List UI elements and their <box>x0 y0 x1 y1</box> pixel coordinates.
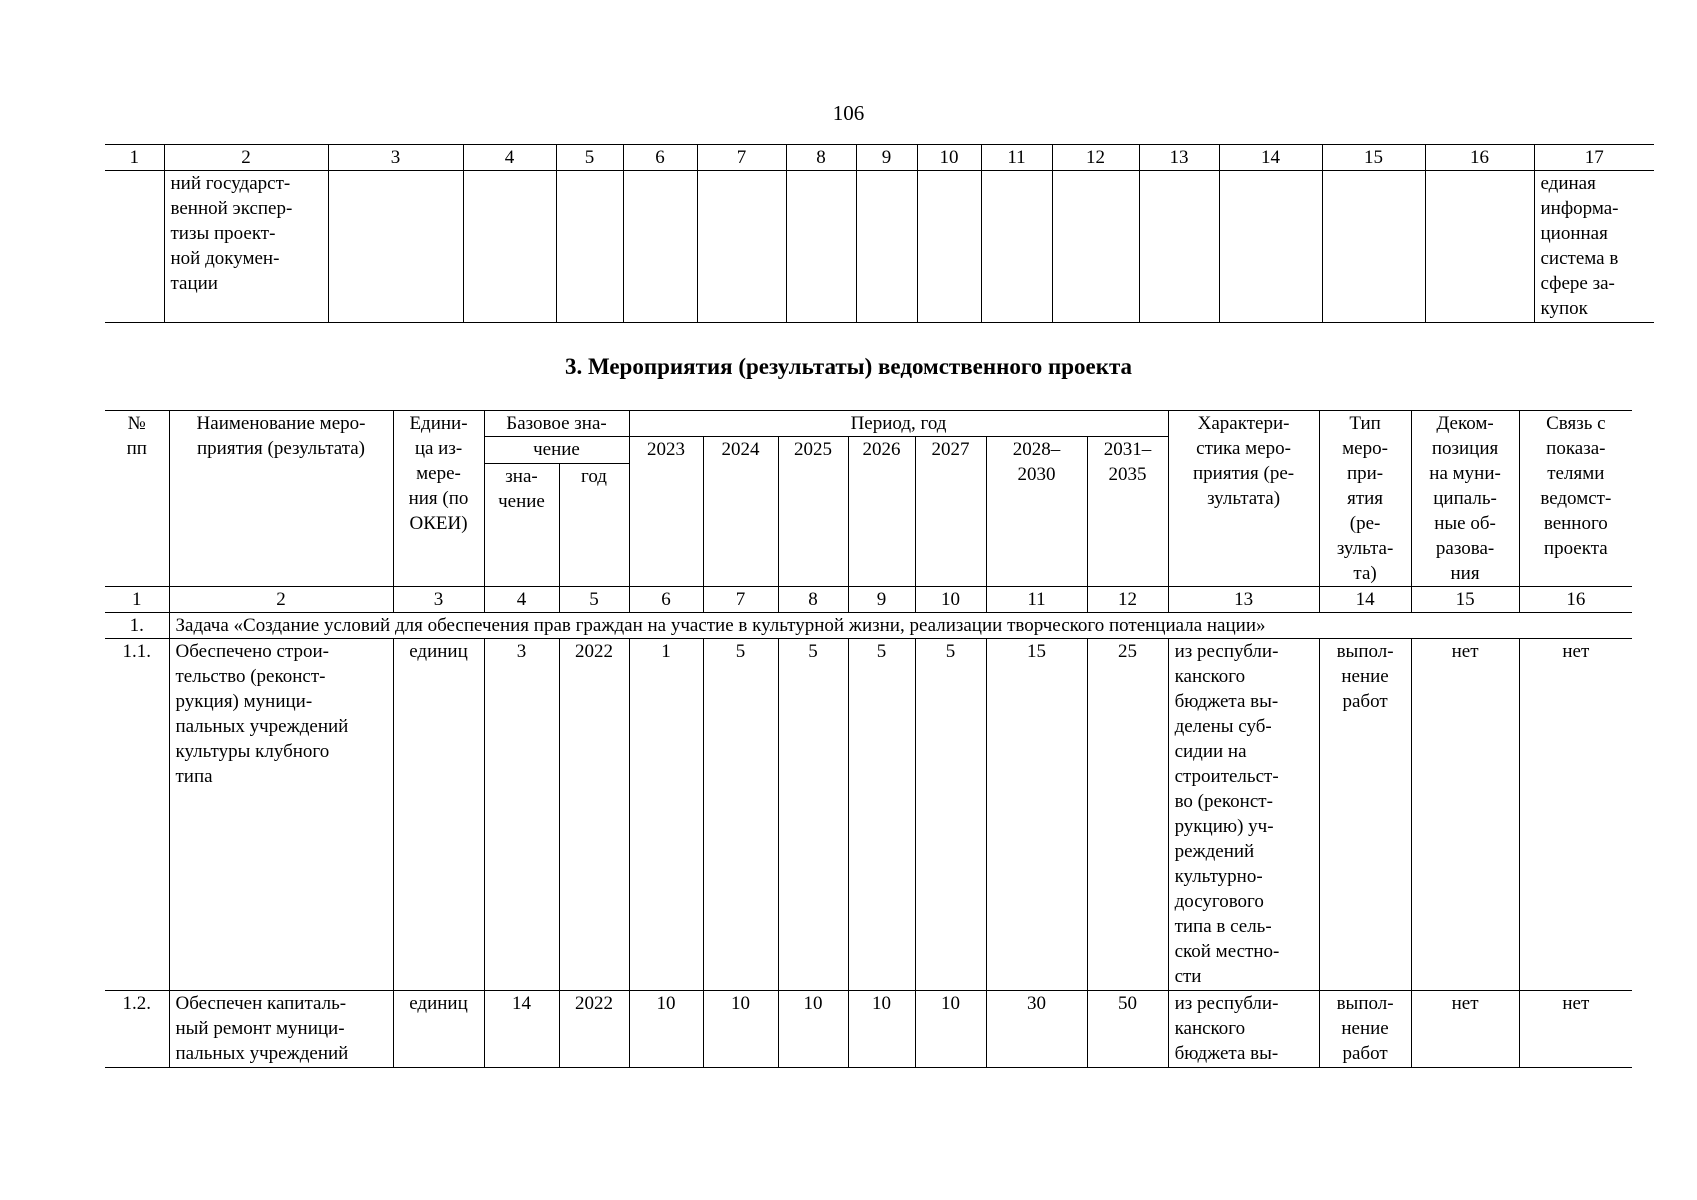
header-row <box>105 411 1632 437</box>
header-base: Базовое зна- <box>484 411 629 437</box>
row-decomposition: нет <box>1411 639 1519 991</box>
header-year-2027: 2027 <box>915 437 986 587</box>
col-number: 12 <box>1052 145 1139 171</box>
continued-table <box>105 144 1654 323</box>
row-2025: 5 <box>778 639 848 991</box>
row-base-value: 14 <box>484 991 559 1068</box>
row-name: Обеспечено строи- тельство (реконст- рукция) муници- пальных учреждений культуры клубного типа <box>169 639 393 991</box>
header-link: Связь с показа- телями ведомст- венного проекта <box>1519 411 1632 587</box>
col-number: 9 <box>848 587 915 613</box>
col-number: 1 <box>105 145 164 171</box>
row-link: нет <box>1519 991 1632 1068</box>
col-number: 11 <box>986 587 1087 613</box>
row-link: нет <box>1519 639 1632 991</box>
col-number: 5 <box>556 145 623 171</box>
row-2026: 5 <box>848 639 915 991</box>
col-number: 8 <box>778 587 848 613</box>
row-2023: 10 <box>629 991 703 1068</box>
row-2025: 10 <box>778 991 848 1068</box>
row-2028-2030: 15 <box>986 639 1087 991</box>
col-number: 14 <box>1219 145 1322 171</box>
header-decomposition: Деком- позиция на муни- ципаль- ные об- разова- ния <box>1411 411 1519 587</box>
header-unit: Едини- ца из- мере- ния (по ОКЕИ) <box>393 411 484 587</box>
row-unit: единиц <box>393 639 484 991</box>
row-2023: 1 <box>629 639 703 991</box>
table-row <box>105 639 1632 991</box>
col-number: 12 <box>1087 587 1168 613</box>
header-year-2031-2035: 2031– 2035 <box>1087 437 1168 587</box>
header-name: Наименование меро- приятия (результата) <box>169 411 393 587</box>
row-2031-2035: 50 <box>1087 991 1168 1068</box>
col-number: 7 <box>703 587 778 613</box>
row-base-year: 2022 <box>559 991 629 1068</box>
activities-table <box>105 410 1632 1068</box>
row-description: ний государст- венной экспер- тизы проект- ной докумен- тации <box>164 171 328 323</box>
col-number: 5 <box>559 587 629 613</box>
header-base-cont: чение <box>484 437 629 464</box>
header-base-year: год <box>559 464 629 587</box>
row-characteristic: из республи- канского бюджета вы- делены суб- сидии на строительст- во (реконст- рукцию) уч- реждений культурно- досугового типа в сель- ской местно- сти <box>1168 639 1319 991</box>
table-row <box>105 171 1654 323</box>
col-number: 16 <box>1425 145 1534 171</box>
col-number: 9 <box>856 145 917 171</box>
column-number-row <box>105 145 1654 171</box>
col-number: 6 <box>623 145 697 171</box>
task-row <box>105 613 1632 639</box>
col-number: 7 <box>697 145 786 171</box>
header-period: Период, год <box>629 411 1168 437</box>
header-year-2026: 2026 <box>848 437 915 587</box>
row-2024: 5 <box>703 639 778 991</box>
table-row <box>105 991 1632 1068</box>
row-type: выпол- нение работ <box>1319 991 1411 1068</box>
col-number: 17 <box>1534 145 1654 171</box>
row-decomposition: нет <box>1411 991 1519 1068</box>
header-base-value: зна- чение <box>484 464 559 587</box>
col-number: 15 <box>1411 587 1519 613</box>
col-number: 16 <box>1519 587 1632 613</box>
header-num: № пп <box>105 411 169 587</box>
header-year-2024: 2024 <box>703 437 778 587</box>
col-number: 8 <box>786 145 856 171</box>
row-number: 1.1. <box>105 639 169 991</box>
row-name: Обеспечен капиталь- ный ремонт муници- пальных учреждений <box>169 991 393 1068</box>
row-2031-2035: 25 <box>1087 639 1168 991</box>
col-number: 2 <box>169 587 393 613</box>
row-2024: 10 <box>703 991 778 1068</box>
header-year-2023: 2023 <box>629 437 703 587</box>
column-number-row <box>105 587 1632 613</box>
row-2027: 5 <box>915 639 986 991</box>
col-number: 14 <box>1319 587 1411 613</box>
col-number: 15 <box>1322 145 1425 171</box>
header-type: Тип меро- при- ятия (ре- зульта- та) <box>1319 411 1411 587</box>
col-number: 3 <box>328 145 463 171</box>
header-year-2028-2030: 2028– 2030 <box>986 437 1087 587</box>
col-number: 4 <box>484 587 559 613</box>
col-number: 10 <box>917 145 981 171</box>
row-source-system: единая информа- ционная система в сфере за- купок <box>1534 171 1654 323</box>
page-number: 106 <box>832 101 865 125</box>
col-number: 3 <box>393 587 484 613</box>
col-number: 2 <box>164 145 328 171</box>
col-number: 6 <box>629 587 703 613</box>
row-2027: 10 <box>915 991 986 1068</box>
col-number: 4 <box>463 145 556 171</box>
col-number: 13 <box>1139 145 1219 171</box>
col-number: 10 <box>915 587 986 613</box>
row-type: выпол- нение работ <box>1319 639 1411 991</box>
header-year-2025: 2025 <box>778 437 848 587</box>
row-base-value: 3 <box>484 639 559 991</box>
task-number: 1. <box>105 613 169 639</box>
col-number: 11 <box>981 145 1052 171</box>
header-characteristic: Характери- стика меро- приятия (ре- зультата) <box>1168 411 1319 587</box>
section-title: 3. Мероприятия (результаты) ведомственного проекта <box>564 354 1133 379</box>
row-number: 1.2. <box>105 991 169 1068</box>
task-text: Задача «Создание условий для обеспечения прав граждан на участие в культурной жизни, реализации творческого потенциала нации» <box>169 613 1632 639</box>
col-number: 1 <box>105 587 169 613</box>
col-number: 13 <box>1168 587 1319 613</box>
row-characteristic: из республи- канского бюджета вы- <box>1168 991 1319 1068</box>
row-unit: единиц <box>393 991 484 1068</box>
row-2028-2030: 30 <box>986 991 1087 1068</box>
row-2026: 10 <box>848 991 915 1068</box>
row-base-year: 2022 <box>559 639 629 991</box>
